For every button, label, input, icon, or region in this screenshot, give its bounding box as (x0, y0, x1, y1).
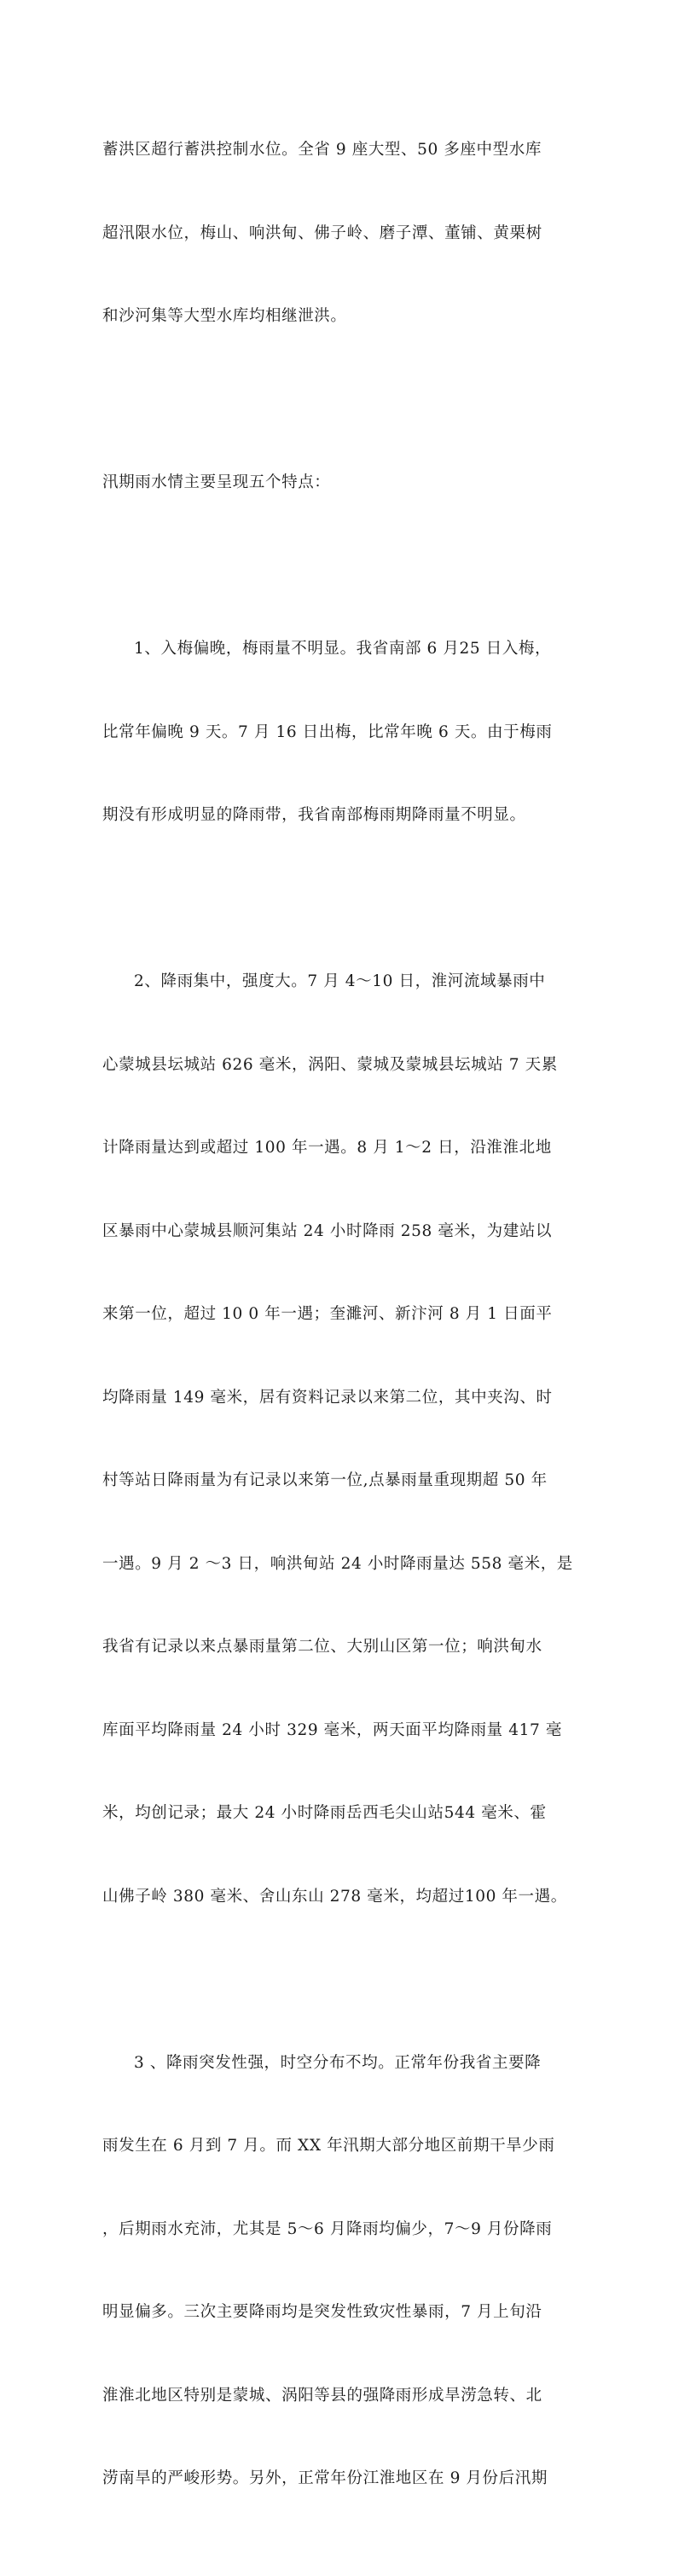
text-line: 3 、降雨突发性强，时空分布不均。正常年份我省主要降 (134, 2053, 542, 2072)
text-line: 1、入梅偏晚，梅雨量不明显。我省南部 6 月25 日入梅， (134, 640, 552, 658)
text-line: 汛期雨水情主要呈现五个特点： (102, 473, 331, 491)
text-line: 蓄洪区超行蓄洪控制水位。全省 9 座大型、50 多座中型水库 (102, 141, 542, 159)
paragraph-five-features-heading (102, 414, 602, 553)
text-line: ，后期雨水充沛，尤其是 5～6 月降雨均偏少，7～9 月份降雨 (102, 2219, 553, 2238)
text-line: 区暴雨中心蒙城县顺河集站 24 小时降雨 258 毫米，为建站以 (102, 1221, 553, 1240)
document-body (102, 81, 602, 2576)
text-line: 米，均创记录；最大 24 小时降雨岳西毛尖山站544 毫米、霍 (102, 1804, 547, 1822)
text-line: 计降雨量达到或超过 100 年一遇。8 月 1～2 日，沿淮淮北地 (102, 1139, 552, 1157)
text-line: 村等站日降雨量为有记录以来第一位,点暴雨量重现期超 50 年 (102, 1471, 548, 1489)
text-line: 期没有形成明显的降雨带，我省南部梅雨期降雨量不明显。 (102, 806, 526, 824)
text-line: 涝南旱的严峻形势。另外，正常年份江淮地区在 9 月份后汛期 (102, 2469, 548, 2487)
text-line: 山佛子岭 380 毫米、舍山东山 278 毫米，均超过100 年一遇。 (102, 1887, 567, 1906)
text-line: 均降雨量 149 毫米，居有资料记录以来第二位，其中夹沟、时 (102, 1388, 553, 1407)
text-line: 我省有记录以来点暴雨量第二位、大别山区第一位；响洪甸水 (102, 1638, 542, 1656)
paragraph-flood-storage (102, 81, 602, 386)
text-line: 库面平均降雨量 24 小时 329 毫米，两天面平均降雨量 417 毫 (102, 1720, 562, 1739)
text-line: 比常年偏晚 9 天。7 月 16 日出梅，比常年晚 6 天。由于梅雨 (102, 722, 553, 741)
paragraph-feature-2 (102, 913, 602, 1966)
paragraph-feature-1 (102, 580, 602, 885)
text-line: 和沙河集等大型水库均相继泄洪。 (102, 307, 347, 325)
text-line: 雨发生在 6 月到 7 月。而 XX 年汛期大部分地区前期干旱少雨 (102, 2137, 555, 2155)
paragraph-feature-3 (102, 1994, 602, 2549)
text-line: 淮淮北地区特别是蒙城、涡阳等县的强降雨形成旱涝急转、北 (102, 2386, 542, 2405)
text-line: 一遇。9 月 2 ～3 日，响洪甸站 24 小时降雨量达 558 毫米，是 (102, 1554, 573, 1573)
text-line: 2、降雨集中，强度大。7 月 4～10 日，淮河流域暴雨中 (134, 972, 546, 990)
text-line: 超汛限水位，梅山、响洪甸、佛子岭、磨子潭、董铺、黄栗树 (102, 223, 542, 242)
text-line: 明显偏多。三次主要降雨均是突发性致灾性暴雨，7 月上旬沿 (102, 2303, 542, 2321)
text-line: 心蒙城县坛城站 626 毫米，涡阳、蒙城及蒙城县坛城站 7 天累 (102, 1055, 558, 1074)
text-line: 来第一位，超过 10 0 年一遇；奎濉河、新汴河 8 月 1 日面平 (102, 1305, 553, 1323)
